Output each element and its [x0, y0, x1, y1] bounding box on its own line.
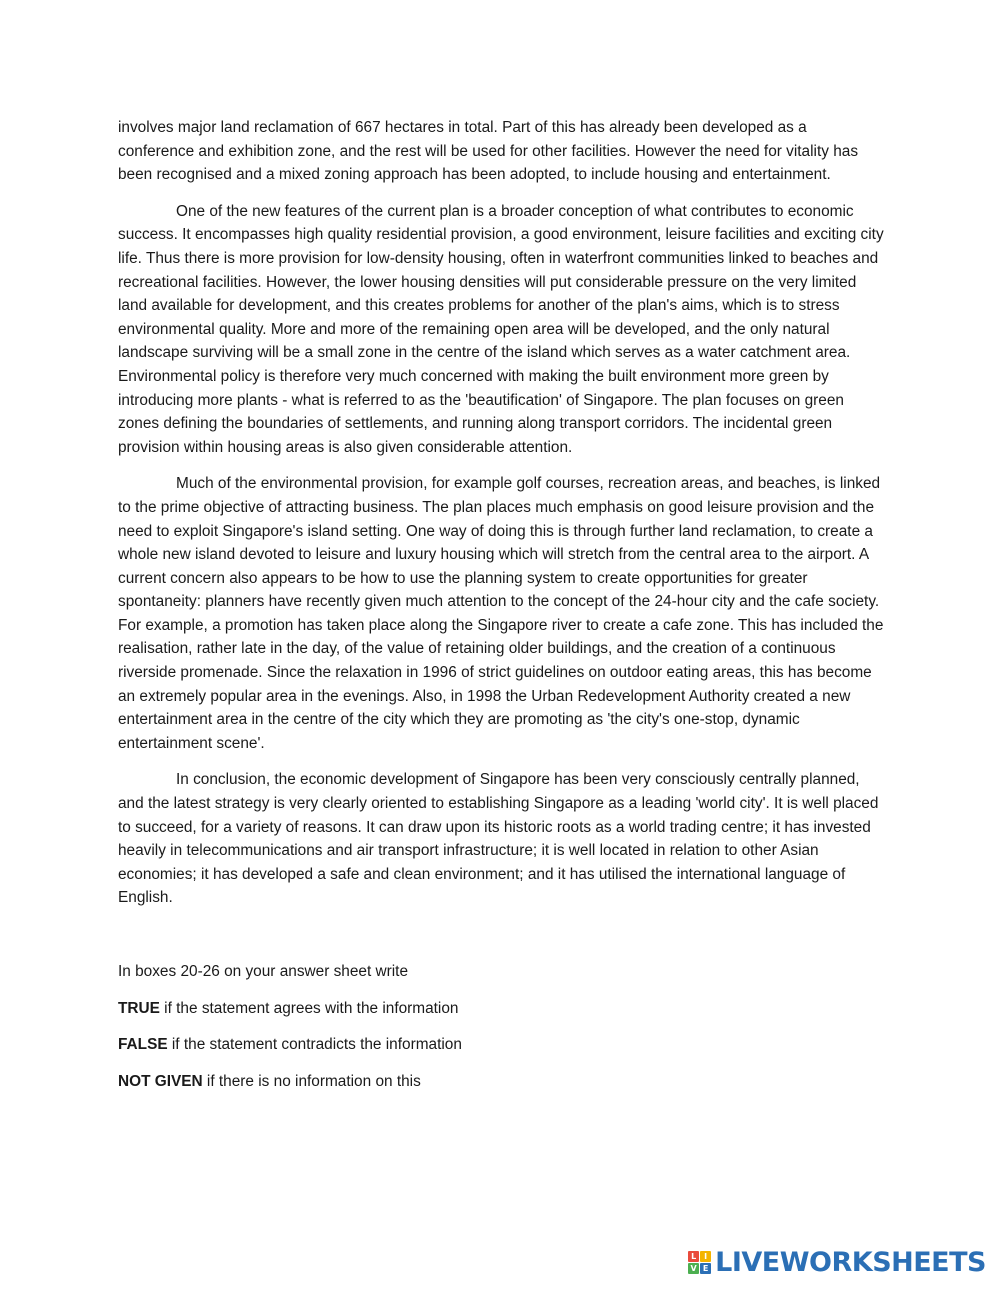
worksheet-page [118, 116, 886, 1106]
instruction-not-given [118, 1070, 886, 1094]
instruction-false [118, 1033, 886, 1057]
logo-text: LIVEWORKSHEETS [715, 1247, 986, 1278]
instruction-true [118, 997, 886, 1021]
instruction-not-given-desc: if there is no information on this [202, 1072, 421, 1090]
instruction-false-desc: if the statement contradicts the information [167, 1036, 462, 1054]
logo-letter-i: I [700, 1251, 711, 1262]
instruction-true-desc: if the statement agrees with the information [159, 999, 459, 1017]
instructions-intro: In boxes 20-26 on your answer sheet write [118, 963, 409, 980]
logo-letter-l: L [688, 1251, 699, 1262]
paragraph-4: In conclusion, the economic development of Singapore has been very consciously centrally planned, and the latest strategy is very clearly oriented to establishing Singapore as a leading 'world city'. It is well placed to succeed, for a variety of reasons. It can draw upon its historic roots as a world trading centre; it has invested heavily in telecommunications and air transport infrastructure; it is well located in relation to other Asian economies; it has developed a safe and clean environment; and it has utilised the international language of English. [118, 771, 879, 907]
logo-grid-icon [688, 1251, 711, 1274]
paragraph-2: One of the new features of the current plan is a broader conception of what contributes to economic success. It encompasses high quality residential provision, a good environment, leisure facilities and exciting city life. Thus there is more provision for low-density housing, often in waterfront communities linked to beaches and recreational facilities. However, the lower housing densities will put considerable pressure on the very limited land available for development, and this creates problems for another of the plan's aims, which is to stress environmental quality. More and more of the remaining open area will be developed, and the only natural landscape surviving will be a small zone in the centre of the island which serves as a water catchment area. Environmental policy is therefore very much concerned with making the built environment more green by introducing more plants - what is referred to as the 'beautification' of Singapore. The plan focuses on green zones defining the boundaries of settlements, and running along transport corridors. The incidental green provision within housing areas is also given considerable attention. [118, 202, 884, 456]
paragraph-1: involves major land reclamation of 667 hectares in total. Part of this has already been developed as a conference and exhibition zone, and the rest will be used for other facilities. However the need for vitality has been recognised and a mixed zoning approach has been adopted, to include housing and entertainment. [118, 119, 859, 184]
instruction-false-key: FALSE [118, 1036, 168, 1054]
liveworksheets-logo[interactable] [688, 1247, 986, 1278]
paragraph-3: Much of the environmental provision, for example golf courses, recreation areas, and beaches, is linked to the prime objective of attracting business. The plan places much emphasis on good leisure provision and the need to exploit Singapore's island setting. One way of doing this is through further land reclamation, to create a whole new island devoted to leisure and luxury housing which will stretch from the central area to the airport. A current concern also appears to be how to use the planning system to create opportunities for greater spontaneity: planners have recently given much attention to the concept of the 24-hour city and the cafe society. For example, a promotion has taken place along the Singapore river to create a cafe zone. This has included the realisation, rather late in the day, of the value of retaining older buildings, and the creation of a continuous riverside promenade. Since the relaxation in 1996 of strict guidelines on outdoor eating areas, this has become an extremely popular area in the evenings. Also, in 1998 the Urban Redevelopment Authority created a new entertainment area in the centre of the city which they are promoting as 'the city's one-stop, dynamic entertainment scene'. [118, 475, 884, 752]
instruction-not-given-key: NOT GIVEN [118, 1072, 203, 1090]
logo-letter-v: V [688, 1263, 699, 1274]
instruction-true-key: TRUE [118, 999, 160, 1017]
logo-letter-e: E [700, 1263, 711, 1274]
instructions-block [118, 960, 886, 1093]
